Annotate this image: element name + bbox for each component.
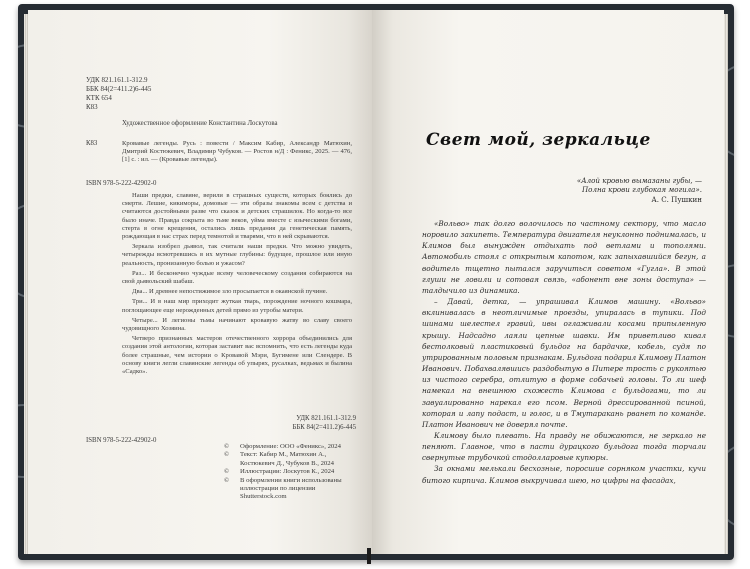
epigraph-line: Полна крови глубокая могила». xyxy=(581,185,702,195)
copyright-row xyxy=(224,477,359,502)
annotation-paragraph: Четверо признанных мастеров отечественного хоррора объединились для создания этой антологии, которая заставит вас вспомнить, что есть легенды куда более страшные, чем истории о Кровавой Мэри, Бугимене или Слендере. В основу книги легли славянские легенды об упырях, русалках, ведьмах и былина «Садко». xyxy=(122,335,352,376)
annotation-paragraph: Четыре... И легионы тьмы начинают кровавую жатву во славу своего чудовищного Хозяина. xyxy=(122,316,352,333)
copyright-symbol: © xyxy=(224,443,230,450)
body-paragraph: За окнами мелькали бесхозные, поросшие сорняком участки, кучи битого кирпича. Климов выкручивал шею, но цифры на фасадах, xyxy=(422,464,706,485)
body-paragraph: – Давай, детка, — упрашивал Климов машину. «Вольво» вклинивалась в неотличимые проезды, упиралась в тупики. Под шинами шелестел гравий, ивы оглаживали косами припыленную крышу. Надсадно лаяли цепные шавки. Им приветливо кивал бестолковый пластиковый бульдог на бардачке, кобель, судя по утрированным половым признакам. Бульдога подарил Климову Платон Иванович. Побахвалявшись раздобытую в Питере трость с рукоятью из чистого серебра, отлитую в форме собачьей головы. То ли шеф намекал на внешнюю схожесть Климова с бульдогами, то ли завуалированно нарекал его псом. Верной дрессированной псиной, которая и лапу подаст, и голос, и в Тмутаракань рванет по команде. Платон Иванович не доверял почте. xyxy=(422,297,706,429)
body-paragraph: «Вольво» так долго волочилось по частному сектору, что масло норовило закипеть. Температура двигателя неуклонно поднималась, и Климов был вынужден отдыхать под ветлами и тополями. Автомобиль стоял с открытым капотом, как запыхавшийся бегун, а водитель тщетно пытался заручиться советом «Гугла». В этой глуши не ловили и сотовая связь, «абонент вне зоны доступа» — талдычило из динамика. xyxy=(422,219,706,295)
right-page xyxy=(372,10,724,554)
left-page xyxy=(28,10,372,554)
udk-line: УДК 821.161.1-312.9 xyxy=(86,76,148,84)
udk-block xyxy=(86,76,151,112)
isbn-top: ISBN 978-5-222-42902-0 xyxy=(86,180,157,187)
art-credit: Художественное оформление Константина Лоскутова xyxy=(122,120,278,127)
bookmark-ribbon xyxy=(367,548,371,564)
copyright-text: Оформление: ООО «Феникс», 2024 xyxy=(240,443,341,450)
copyright-row xyxy=(224,468,359,476)
annotation-paragraph: Раз... И бесконечно чуждые всему человеческому создания собираются на свой дьявольский шабаш. xyxy=(122,269,352,286)
copyright-symbol: © xyxy=(224,451,230,459)
copyright-list xyxy=(224,443,359,502)
annotation xyxy=(122,192,352,378)
epigraph-author: А. С. Пушкин xyxy=(651,194,702,204)
body-paragraph: Климову было плевать. На правду не обижаются, не зеркало не пеняют. Главное, что в пасти дурацкого бульдога тогда торчали свернутые трубочкой стодолларовые купюры. xyxy=(422,430,706,463)
annotation-paragraph: Зеркала изобрел дьявол, так считали наши предки. Что можно увидеть, четырежды всмотревшись в их мутные глубины: будущее, прошлое или иную реальность, пронизанную болью и ужасом? xyxy=(122,243,352,267)
bbk-line: ББК 84(2=411.2)6-445 xyxy=(292,424,356,431)
copyright-row xyxy=(224,443,359,451)
epigraph-line: «Алой кровью вымазаны губы, — xyxy=(576,176,702,185)
udk-bottom xyxy=(268,414,356,432)
author-mark-k83: К83 xyxy=(86,140,98,147)
copyright-text: Текст: Кабир М., Матюхин А., Костюкевич Д., Чубуков В., 2024 xyxy=(240,451,334,467)
epigraph xyxy=(532,176,702,204)
bbk-line: ББК 84(2=411.2)6-445 xyxy=(86,85,152,93)
copyright-row xyxy=(224,451,359,468)
chapter-body xyxy=(422,218,706,486)
ktk-line: КТК 654 xyxy=(86,94,112,102)
author-mark: К83 xyxy=(86,103,98,111)
annotation-paragraph: Наши предки, славяне, верили в страшных существ, которых боялись до смерти. Лешие, кикиморы, домовые — эти образы знакомы всем с детства и считаются достойными разве что сказок и детских страшилок. Но когда-то все было иначе. Правда сокрыта во тьме веков, уйма вместе с языческими богами, стерта в огне крещения, остались лишь предания да генетическая память, рождающая в нас страх перед темнотой и тварями, что в ней скрываются. xyxy=(122,192,352,241)
copyright-symbol: © xyxy=(224,468,230,476)
chapter-title: Свет мой, зеркальце xyxy=(426,130,651,150)
udk-line: УДК 821.161.1-312.9 xyxy=(296,415,356,422)
annotation-paragraph: Три... И в наш мир приходит жуткая тварь, порождение ночного кошмара, поглощающее еще нерожденных детей прямо из утробы матери. xyxy=(122,298,352,314)
copyright-text: Иллюстрации: Лоскутов К., 2024 xyxy=(240,468,335,476)
copyright-text: В оформлении книги использованы иллюстрации по лицензии Shutterstock.com xyxy=(240,476,342,501)
open-book xyxy=(18,4,734,560)
bibliographic-record: Кровавые легенды. Русь : повести / Максим Кабир, Александр Матюхин, Дмитрий Костюкевич, Владимир Чубуков. — Ростов н/Д : Феникс, 2025. — 476, [1] с. : ил. — (Кровавые легенды). xyxy=(122,140,352,164)
isbn-bottom: ISBN 978-5-222-42902-0 xyxy=(86,437,157,444)
copyright-symbol: © xyxy=(224,476,230,484)
annotation-paragraph: Два... И древнее непостижимое зло просыпается в окаянской пучине. xyxy=(132,288,328,296)
